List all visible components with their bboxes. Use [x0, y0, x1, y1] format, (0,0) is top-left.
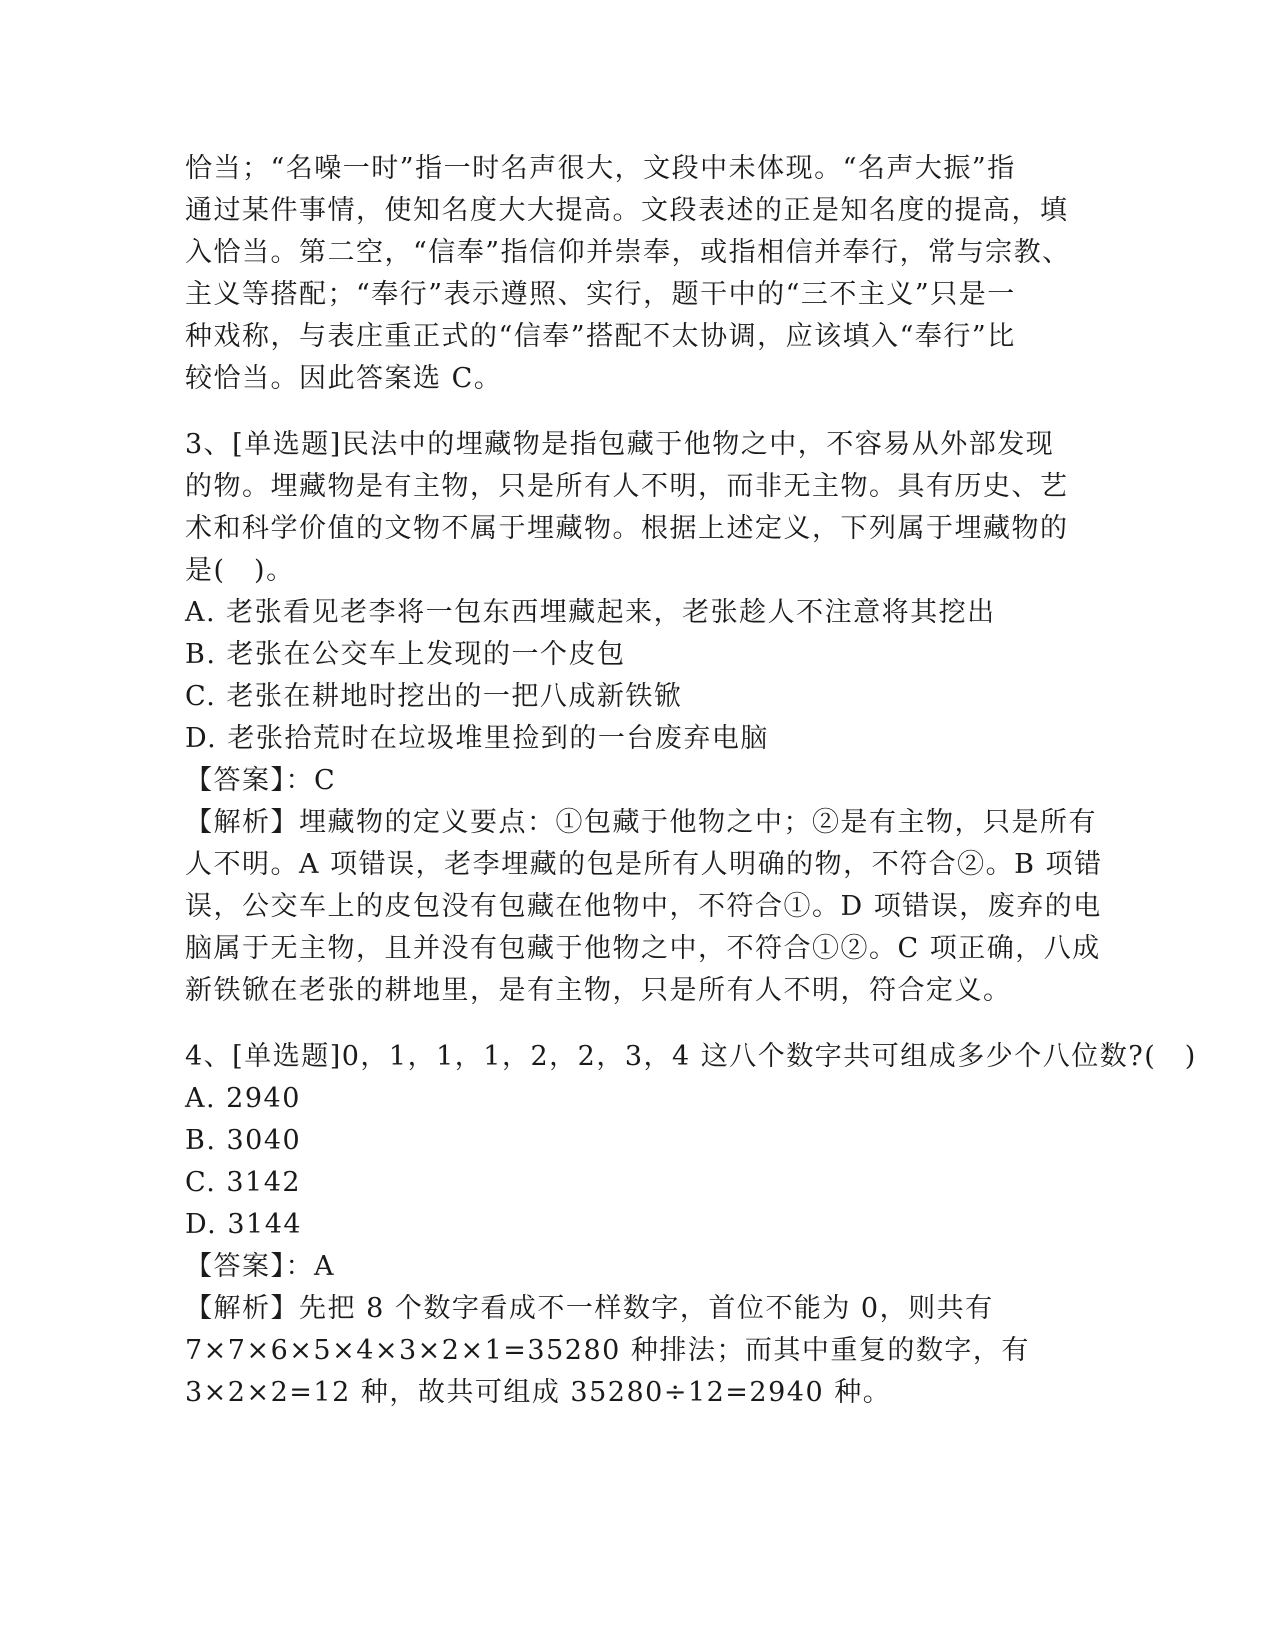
question-3	[185, 424, 1103, 1012]
option-d: D. 老张拾荒时在垃圾堆里捡到的一台废弃电脑	[185, 723, 769, 754]
option-a: A. 2940	[185, 1083, 301, 1114]
question-stem-line: 的物。埋藏物是有主物，只是所有人不明，而非无主物。具有历史、艺	[185, 471, 1069, 502]
analysis-line: 新铁锨在老张的耕地里，是有主物，只是所有人不明，符合定义。	[185, 975, 1012, 1006]
text-line: 恰当；“名噪一时”指一时名声很大，文段中未体现。“名声大振”指	[185, 153, 1016, 184]
document-page	[185, 148, 1197, 1414]
previous-analysis-continuation	[185, 148, 1090, 400]
option-d: D. 3144	[185, 1209, 303, 1240]
text-line: 主义等搭配；“奉行”表示遵照、实行，题干中的“三不主义”只是一	[185, 279, 1016, 310]
answer-line: 【答案】：A	[185, 1251, 335, 1282]
analysis-line: 人不明。A 项错误，老李埋藏的包是所有人明确的物，不符合②。B 项错	[185, 849, 1103, 880]
text-line: 种戏称，与表庄重正式的“信奉”搭配不太协调，应该填入“奉行”比	[185, 321, 1016, 352]
question-4	[185, 1036, 1197, 1414]
text-line: 入恰当。第二空，“信奉”指信仰并崇奉，或指相信并奉行，常与宗教、	[185, 237, 1071, 268]
analysis-line: 【解析】先把 8 个数字看成不一样数字，首位不能为 0，则共有	[185, 1293, 994, 1324]
text-line: 较恰当。因此答案选 C。	[185, 363, 503, 394]
question-stem-line: 3、[单选题]民法中的埋藏物是指包藏于他物之中，不容易从外部发现	[185, 429, 1055, 460]
option-b: B. 3040	[185, 1125, 302, 1156]
analysis-line: 3×2×2=12 种，故共可组成 35280÷12=2940 种。	[185, 1377, 892, 1408]
analysis-line: 误，公交车上的皮包没有包藏在他物中，不符合①。D 项错误，废弃的电	[185, 891, 1102, 922]
answer-line: 【答案】：C	[185, 765, 337, 796]
option-c: C. 3142	[185, 1167, 302, 1198]
question-stem-line: 4、[单选题]0，1，1，1，2，2，3，4 这八个数字共可组成多少个八位数?( )	[185, 1041, 1197, 1072]
analysis-line: 7×7×6×5×4×3×2×1=35280 种排法；而其中重复的数字，有	[185, 1335, 1030, 1366]
option-b: B. 老张在公交车上发现的一个皮包	[185, 639, 626, 670]
question-stem-line: 是( )。	[185, 555, 295, 586]
analysis-line: 【解析】埋藏物的定义要点：①包藏于他物之中；②是有主物，只是所有	[185, 807, 1097, 838]
option-a: A. 老张看见老李将一包东西埋藏起来，老张趁人不注意将其挖出	[185, 597, 996, 628]
question-stem-line: 术和科学价值的文物不属于埋藏物。根据上述定义，下列属于埋藏物的	[185, 513, 1069, 544]
text-line: 通过某件事情，使知名度大大提高。文段表述的正是知名度的提高，填	[185, 195, 1069, 226]
analysis-line: 脑属于无主物，且并没有包藏于他物之中，不符合①②。C 项正确，八成	[185, 933, 1101, 964]
option-c: C. 老张在耕地时挖出的一把八成新铁锨	[185, 681, 683, 712]
